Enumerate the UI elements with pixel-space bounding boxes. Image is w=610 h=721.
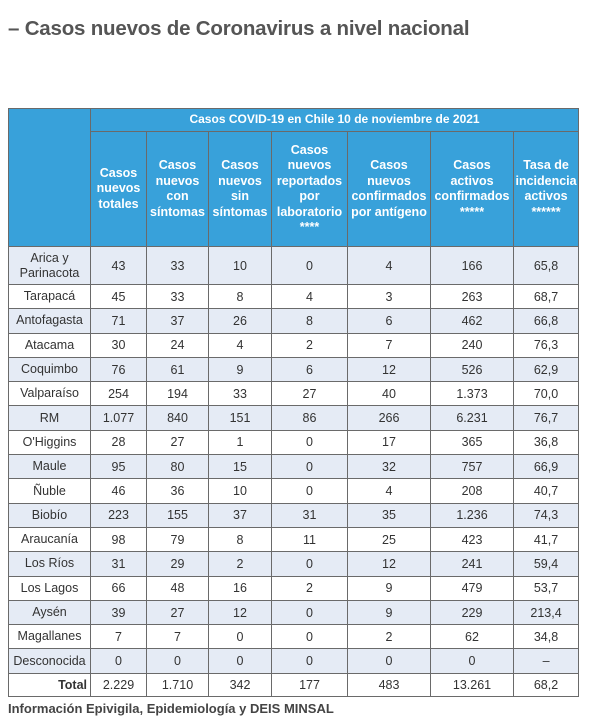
- column-header: Casos nuevos con síntomas: [147, 132, 209, 247]
- table-cell: 40: [348, 382, 431, 406]
- region-cell: Araucanía: [9, 527, 91, 551]
- table-cell: 0: [209, 649, 272, 673]
- table-cell: 0: [431, 649, 514, 673]
- table-cell: 66,8: [514, 309, 579, 333]
- table-cell: 223: [91, 503, 147, 527]
- table-row: [9, 333, 579, 357]
- table-row: [9, 649, 579, 673]
- table-cell: 6: [272, 357, 348, 381]
- region-cell: Desconocida: [9, 649, 91, 673]
- table-cell: 26: [209, 309, 272, 333]
- region-cell: Maule: [9, 455, 91, 479]
- table-cell: 155: [147, 503, 209, 527]
- table-cell: 240: [431, 333, 514, 357]
- table-cell: 76,7: [514, 406, 579, 430]
- table-cell: 9: [348, 576, 431, 600]
- total-cell: 483: [348, 673, 431, 696]
- total-row: [9, 673, 579, 696]
- column-header: Tasa de incidencia activos ******: [514, 132, 579, 247]
- region-cell: Tarapacá: [9, 285, 91, 309]
- table-cell: 229: [431, 600, 514, 624]
- table-row: [9, 455, 579, 479]
- table-cell: 0: [147, 649, 209, 673]
- table-cell: 31: [272, 503, 348, 527]
- region-cell: Biobío: [9, 503, 91, 527]
- table-row: [9, 357, 579, 381]
- table-cell: 17: [348, 430, 431, 454]
- total-cell: 13.261: [431, 673, 514, 696]
- table-cell: 4: [272, 285, 348, 309]
- table-cell: 27: [272, 382, 348, 406]
- table-row: [9, 552, 579, 576]
- table-cell: 423: [431, 527, 514, 551]
- table-cell: 33: [147, 247, 209, 285]
- table-cell: 11: [272, 527, 348, 551]
- table-cell: 76: [91, 357, 147, 381]
- table-cell: 61: [147, 357, 209, 381]
- table-cell: 0: [272, 247, 348, 285]
- column-header: Casos nuevos sin síntomas: [209, 132, 272, 247]
- table-cell: 33: [209, 382, 272, 406]
- region-cell: Coquimbo: [9, 357, 91, 381]
- table-row: [9, 527, 579, 551]
- table-cell: 3: [348, 285, 431, 309]
- table-title: Casos COVID-19 en Chile 10 de noviembre de 2021: [91, 109, 579, 132]
- column-header: Casos activos confirmados *****: [431, 132, 514, 247]
- table-row: [9, 576, 579, 600]
- table-cell: 2: [272, 576, 348, 600]
- table-cell: 479: [431, 576, 514, 600]
- table-cell: 4: [348, 479, 431, 503]
- region-cell: RM: [9, 406, 91, 430]
- table-cell: 65,8: [514, 247, 579, 285]
- total-cell: 68,2: [514, 673, 579, 696]
- region-cell: Magallanes: [9, 625, 91, 649]
- table-cell: 151: [209, 406, 272, 430]
- table-row: [9, 479, 579, 503]
- table-cell: 9: [348, 600, 431, 624]
- table-cell: 45: [91, 285, 147, 309]
- table-cell: 12: [348, 357, 431, 381]
- table-cell: 31: [91, 552, 147, 576]
- table-cell: 53,7: [514, 576, 579, 600]
- table-cell: 95: [91, 455, 147, 479]
- table-cell: 25: [348, 527, 431, 551]
- table-cell: 32: [348, 455, 431, 479]
- table-cell: 66: [91, 576, 147, 600]
- table-cell: 526: [431, 357, 514, 381]
- table-cell: 0: [91, 649, 147, 673]
- table-cell: 6: [348, 309, 431, 333]
- table-cell: 194: [147, 382, 209, 406]
- table-cell: 68,7: [514, 285, 579, 309]
- table-cell: 241: [431, 552, 514, 576]
- region-cell: Arica y Parinacota: [9, 247, 91, 285]
- table-cell: 24: [147, 333, 209, 357]
- region-cell: O'Higgins: [9, 430, 91, 454]
- table-cell: 0: [272, 479, 348, 503]
- table-row: [9, 309, 579, 333]
- table-cell: 1.236: [431, 503, 514, 527]
- total-cell: 2.229: [91, 673, 147, 696]
- table-cell: 7: [348, 333, 431, 357]
- table-cell: 9: [209, 357, 272, 381]
- table-cell: 34,8: [514, 625, 579, 649]
- table-row: [9, 503, 579, 527]
- table-cell: 62: [431, 625, 514, 649]
- table-row: [9, 600, 579, 624]
- page-title: – Casos nuevos de Coronavirus a nivel nacional: [8, 17, 470, 40]
- table-cell: 7: [147, 625, 209, 649]
- table-cell: 6.231: [431, 406, 514, 430]
- table-cell: 0: [272, 455, 348, 479]
- table-cell: 0: [348, 649, 431, 673]
- region-cell: Ñuble: [9, 479, 91, 503]
- table-cell: 0: [272, 649, 348, 673]
- table-cell: 462: [431, 309, 514, 333]
- table-cell: 4: [348, 247, 431, 285]
- table-row: [9, 382, 579, 406]
- table-cell: 30: [91, 333, 147, 357]
- table-cell: 48: [147, 576, 209, 600]
- table-cell: 80: [147, 455, 209, 479]
- region-cell: Antofagasta: [9, 309, 91, 333]
- table-cell: 0: [272, 430, 348, 454]
- table-cell: 12: [348, 552, 431, 576]
- table-cell: 43: [91, 247, 147, 285]
- table-cell: 28: [91, 430, 147, 454]
- table-cell: 71: [91, 309, 147, 333]
- table-cell: 74,3: [514, 503, 579, 527]
- table-cell: 266: [348, 406, 431, 430]
- table-cell: 86: [272, 406, 348, 430]
- source-note: Información Epivigila, Epidemiología y DEIS MINSAL: [8, 701, 334, 716]
- table-cell: 62,9: [514, 357, 579, 381]
- table-cell: 2: [272, 333, 348, 357]
- table-cell: 40,7: [514, 479, 579, 503]
- total-cell: 342: [209, 673, 272, 696]
- table-cell: 365: [431, 430, 514, 454]
- column-header: Casos nuevos confirmados por antígeno: [348, 132, 431, 247]
- table-cell: 39: [91, 600, 147, 624]
- table-cell: 12: [209, 600, 272, 624]
- table-cell: 41,7: [514, 527, 579, 551]
- table-cell: 263: [431, 285, 514, 309]
- column-header: Casos nuevos reportados por laboratorio ****: [272, 132, 348, 247]
- column-header: Casos nuevos totales: [91, 132, 147, 247]
- table-cell: 1.373: [431, 382, 514, 406]
- table-cell: 8: [209, 527, 272, 551]
- table-cell: 213,4: [514, 600, 579, 624]
- table-row: [9, 406, 579, 430]
- table-cell: 0: [209, 625, 272, 649]
- covid-cases-table-container: [8, 108, 578, 697]
- table-cell: 76,3: [514, 333, 579, 357]
- region-cell: Atacama: [9, 333, 91, 357]
- table-row: [9, 247, 579, 285]
- table-cell: 37: [147, 309, 209, 333]
- table-cell: 840: [147, 406, 209, 430]
- table-cell: 27: [147, 430, 209, 454]
- table-cell: 66,9: [514, 455, 579, 479]
- region-cell: Valparaíso: [9, 382, 91, 406]
- table-cell: 29: [147, 552, 209, 576]
- table-cell: 208: [431, 479, 514, 503]
- table-cell: 2: [209, 552, 272, 576]
- table-row: [9, 430, 579, 454]
- table-cell: 46: [91, 479, 147, 503]
- table-cell: 1.077: [91, 406, 147, 430]
- table-cell: 7: [91, 625, 147, 649]
- covid-cases-table: [8, 108, 579, 697]
- table-body: [9, 247, 579, 674]
- table-cell: –: [514, 649, 579, 673]
- region-cell: Aysén: [9, 600, 91, 624]
- table-cell: 27: [147, 600, 209, 624]
- table-cell: 8: [272, 309, 348, 333]
- table-row: [9, 625, 579, 649]
- table-cell: 98: [91, 527, 147, 551]
- table-cell: 10: [209, 247, 272, 285]
- table-cell: 0: [272, 552, 348, 576]
- table-cell: 36,8: [514, 430, 579, 454]
- table-cell: 757: [431, 455, 514, 479]
- table-cell: 36: [147, 479, 209, 503]
- table-cell: 166: [431, 247, 514, 285]
- table-cell: 254: [91, 382, 147, 406]
- table-cell: 0: [272, 600, 348, 624]
- table-cell: 1: [209, 430, 272, 454]
- table-cell: 4: [209, 333, 272, 357]
- region-cell: Los Ríos: [9, 552, 91, 576]
- table-cell: 8: [209, 285, 272, 309]
- table-cell: 16: [209, 576, 272, 600]
- region-cell: Los Lagos: [9, 576, 91, 600]
- table-cell: 2: [348, 625, 431, 649]
- table-cell: 33: [147, 285, 209, 309]
- table-cell: 10: [209, 479, 272, 503]
- table-cell: 70,0: [514, 382, 579, 406]
- total-cell: 177: [272, 673, 348, 696]
- table-row: [9, 285, 579, 309]
- total-cell: 1.710: [147, 673, 209, 696]
- table-cell: 37: [209, 503, 272, 527]
- total-label: Total: [9, 673, 91, 696]
- table-cell: 59,4: [514, 552, 579, 576]
- table-cell: 35: [348, 503, 431, 527]
- header-corner: [9, 109, 91, 247]
- table-cell: 0: [272, 625, 348, 649]
- table-cell: 79: [147, 527, 209, 551]
- table-cell: 15: [209, 455, 272, 479]
